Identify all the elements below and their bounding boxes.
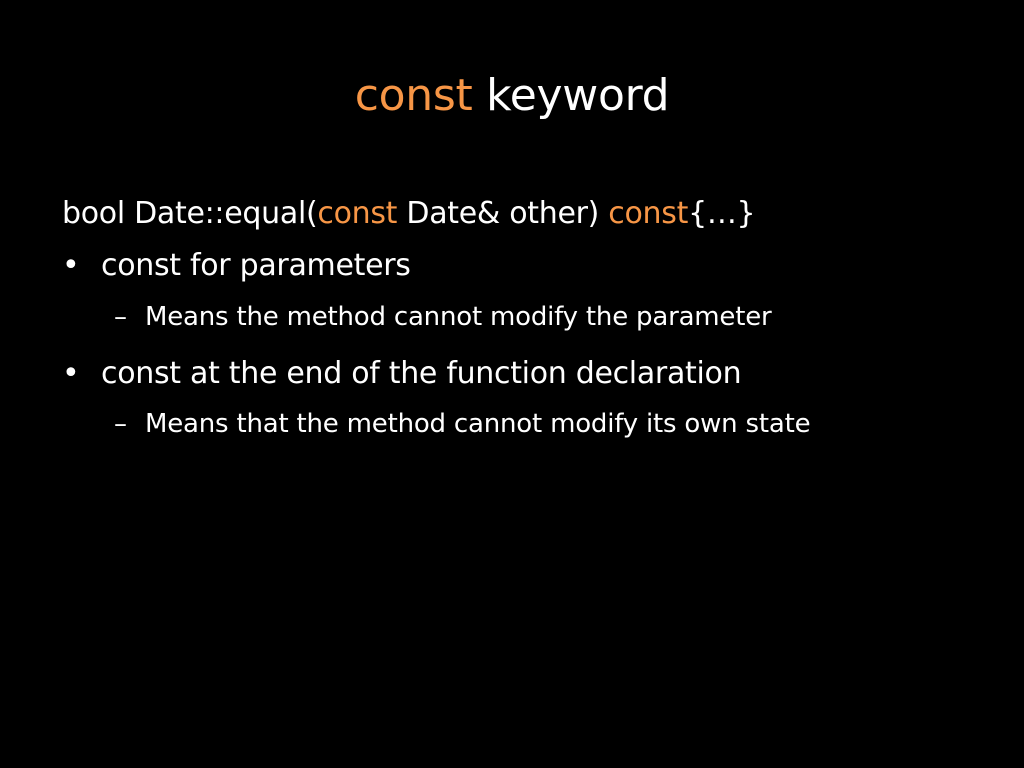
sub-bullet-state-meaning — [114, 402, 935, 454]
bullet-const-parameters — [62, 240, 962, 292]
sub-bullet-text: Means the method cannot modify the parameter — [145, 302, 772, 332]
sub-bullet-parameter-meaning — [114, 294, 935, 348]
sub-bullet-marker: – — [114, 409, 127, 439]
sub-bullet-marker: – — [114, 302, 127, 332]
sub-bullet-text: Means that the method cannot modify its own state — [145, 409, 811, 439]
code-part-param: Date& other) — [397, 196, 609, 231]
bullet-text: const at the end of the function declaration — [101, 356, 742, 391]
code-part-return-and-name: bool Date::equal( — [62, 196, 318, 231]
title-rest: keyword — [472, 70, 670, 121]
bullet-text: const for parameters — [101, 248, 411, 283]
slide-title — [0, 66, 1024, 126]
bullet-marker: • — [62, 248, 80, 283]
bullet-const-end-of-declaration — [62, 348, 962, 400]
code-part-body: {…} — [688, 196, 756, 231]
code-const-method-keyword: const — [608, 196, 689, 231]
title-keyword-highlight: const — [354, 70, 473, 121]
code-signature-line — [62, 188, 962, 240]
code-const-param-keyword: const — [317, 196, 398, 231]
slide-body — [62, 188, 962, 454]
bullet-marker: • — [62, 356, 80, 391]
